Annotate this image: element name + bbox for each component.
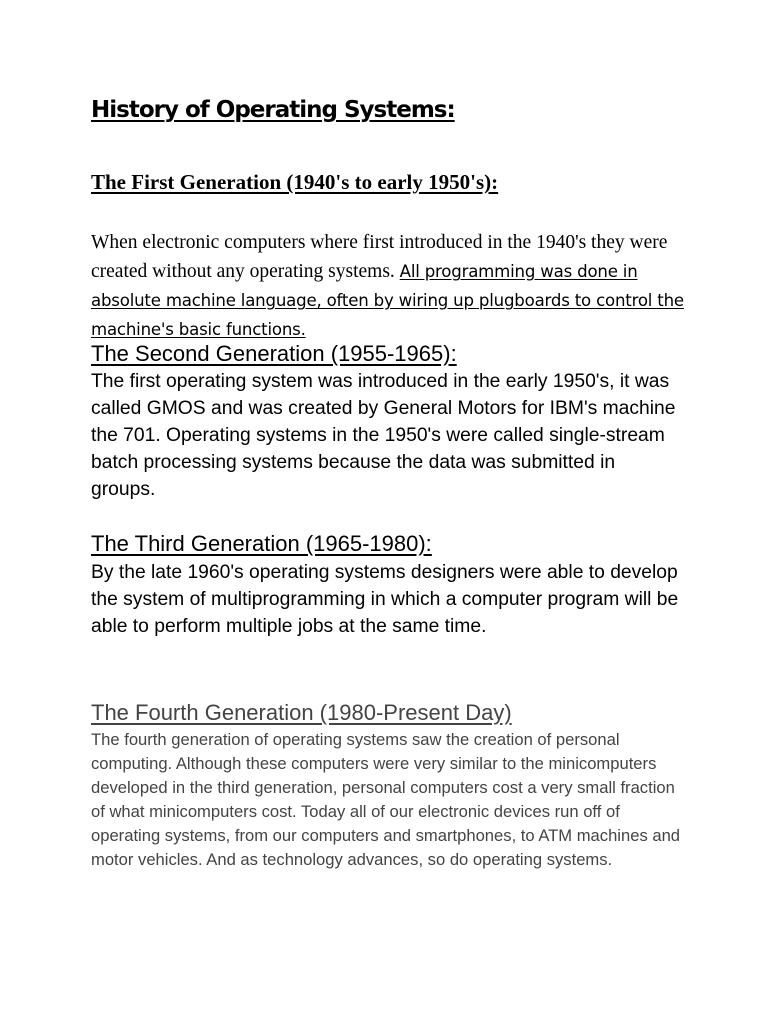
first-generation-heading: The First Generation (1940's to early 1950's): bbox=[91, 170, 499, 194]
first-generation-body-serif: When electronic computers where first introduced in the 1940's they were created without any operating systems. bbox=[91, 232, 668, 282]
document-title: History of Operating Systems: bbox=[91, 97, 455, 123]
third-generation-heading: The Third Generation (1965-1980): bbox=[91, 531, 432, 556]
second-generation-paragraph: The first operating system was introduced in the early 1950's, it was called GMOS and was created by General Motors for IBM's machine the 701. Operating systems in the 1950's were called single-stream batch processing systems because the data was submitted in groups. bbox=[91, 371, 676, 500]
first-generation-body-underlined: All programming was done in absolute machine language, often by wiring up plugboards to control the machine's basic functions. bbox=[91, 262, 684, 339]
fourth-generation-paragraph: The fourth generation of operating systems saw the creation of personal computing. Although these computers were very similar to the minicomputers developed in the third generation, personal computers cost a very small fraction of what minicomputers cost. Today all of our electronic devices run off of operating systems, from our computers and smartphones, to ATM machines and motor vehicles. And as technology advances, so do operating systems. bbox=[91, 730, 681, 869]
fourth-generation-heading: The Fourth Generation (1980-Present Day) bbox=[91, 700, 512, 725]
second-generation-heading: The Second Generation (1955-1965): bbox=[91, 341, 457, 366]
first-generation-paragraph bbox=[91, 228, 691, 344]
third-generation-paragraph: By the late 1960's operating systems designers were able to develop the system of multiprogramming in which a computer program will be able to perform multiple jobs at the same time. bbox=[91, 562, 679, 637]
